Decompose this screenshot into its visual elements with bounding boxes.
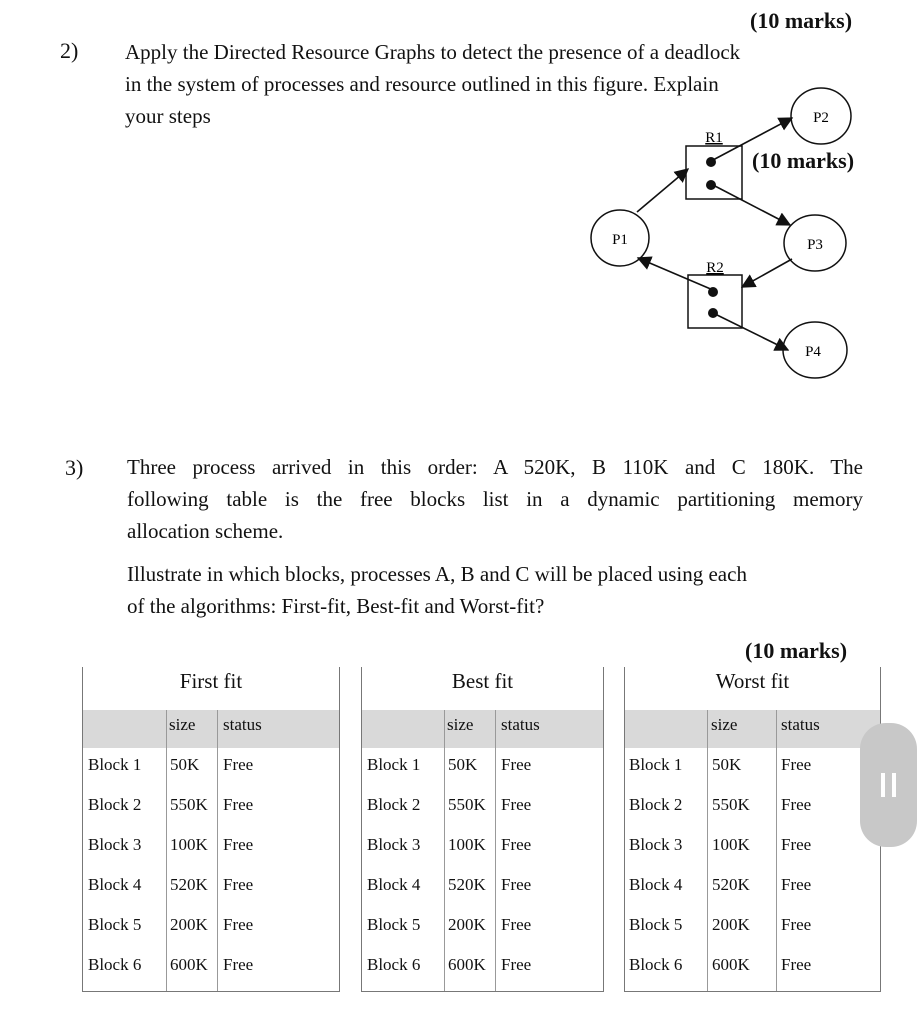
row-status: Free <box>223 795 254 814</box>
row-label: Block 6 <box>629 955 683 974</box>
row-size: 100K <box>170 835 208 854</box>
row-label: Block 3 <box>88 835 142 854</box>
row-label: Block 4 <box>629 875 683 894</box>
row-label: Block 5 <box>367 915 421 934</box>
row-size: 100K <box>712 835 750 854</box>
label-r1: R1 <box>705 130 723 146</box>
edge-p1-r1 <box>637 169 688 212</box>
row-size: 200K <box>170 915 208 934</box>
row-status: Free <box>501 955 532 974</box>
worst-fit-table <box>624 667 881 992</box>
row-label: Block 1 <box>367 755 421 774</box>
label-p4: P4 <box>805 344 821 360</box>
resource-node-r1 <box>686 146 742 199</box>
row-size: 600K <box>448 955 486 974</box>
row-status: Free <box>501 795 532 814</box>
grip-icon <box>892 773 896 797</box>
row-label: Block 3 <box>629 835 683 854</box>
row-label: Block 2 <box>629 795 683 814</box>
row-size: 600K <box>170 955 208 974</box>
row-label: Block 3 <box>367 835 421 854</box>
label-p2: P2 <box>813 110 829 126</box>
q3-line-5: of the algorithms: First-fit, Best-fit and Worst-fit? <box>127 594 545 618</box>
row-size: 550K <box>448 795 486 814</box>
row-size: 100K <box>448 835 486 854</box>
row-size: 520K <box>170 875 208 894</box>
row-status: Free <box>501 915 532 934</box>
side-drag-handle[interactable] <box>860 723 917 847</box>
header-row <box>83 710 339 748</box>
row-label: Block 6 <box>88 955 142 974</box>
row-label: Block 1 <box>88 755 142 774</box>
table-title: Worst fit <box>715 669 790 693</box>
row-size: 550K <box>712 795 750 814</box>
row-status: Free <box>223 875 254 894</box>
row-label: Block 5 <box>88 915 142 934</box>
row-size: 520K <box>712 875 750 894</box>
row-label: Block 2 <box>367 795 421 814</box>
q2-marks-inline: (10 marks) <box>752 148 855 173</box>
q2-number: 2) <box>60 38 79 63</box>
row-size: 550K <box>170 795 208 814</box>
table-title: First fit <box>179 669 243 693</box>
q2-marks: (10 marks) <box>750 8 853 33</box>
row-status: Free <box>781 915 812 934</box>
edge-p3-r2 <box>742 259 792 287</box>
header-status: status <box>781 715 820 734</box>
row-size: 600K <box>712 955 750 974</box>
q3-number: 3) <box>65 455 84 480</box>
label-p1: P1 <box>612 232 628 248</box>
row-status: Free <box>781 755 812 774</box>
header-row <box>362 710 603 748</box>
row-status: Free <box>501 835 532 854</box>
row-status: Free <box>223 955 254 974</box>
row-size: 200K <box>448 915 486 934</box>
resource-allocation-graph <box>0 0 917 420</box>
row-status: Free <box>781 795 812 814</box>
q3-line-4: Illustrate in which blocks, processes A, B and C will be placed using each <box>127 562 747 586</box>
label-r2: R2 <box>706 260 724 276</box>
row-size: 50K <box>170 755 200 774</box>
label-p3: P3 <box>807 237 823 253</box>
row-label: Block 4 <box>88 875 142 894</box>
q3-line-2: following table is the free blocks list in a dynamic partitioning memory <box>127 487 863 511</box>
q2-line-2: in the system of processes and resource outlined in this figure. Explain <box>125 72 719 96</box>
row-size: 200K <box>712 915 750 934</box>
row-label: Block 1 <box>629 755 683 774</box>
first-fit-table <box>82 667 340 992</box>
row-label: Block 2 <box>88 795 142 814</box>
row-status: Free <box>223 755 254 774</box>
row-status: Free <box>781 835 812 854</box>
header-status: status <box>223 715 262 734</box>
table-title: Best fit <box>451 669 514 693</box>
row-label: Block 4 <box>367 875 421 894</box>
grip-icon <box>881 773 885 797</box>
row-label: Block 5 <box>629 915 683 934</box>
row-size: 50K <box>448 755 478 774</box>
edge-r1-p3 <box>713 185 790 225</box>
header-status: status <box>501 715 540 734</box>
row-status: Free <box>501 755 532 774</box>
q3-marks: (10 marks) <box>745 638 848 663</box>
q3-line-3: allocation scheme. <box>127 519 284 543</box>
header-size: size <box>447 715 474 734</box>
q2-line-3: your steps <box>125 104 211 128</box>
row-size: 50K <box>712 755 742 774</box>
row-status: Free <box>781 955 812 974</box>
edge-r2-p1 <box>638 258 713 290</box>
row-status: Free <box>223 915 254 934</box>
edge-r2-p4 <box>713 313 788 350</box>
header-row <box>625 710 880 748</box>
row-status: Free <box>781 875 812 894</box>
q2-line-1: Apply the Directed Resource Graphs to detect the presence of a deadlock <box>125 40 741 64</box>
row-size: 520K <box>448 875 486 894</box>
row-status: Free <box>223 835 254 854</box>
header-size: size <box>711 715 738 734</box>
q3-line-1: Three process arrived in this order: A 520K, B 110K and C 180K. The <box>127 455 863 479</box>
header-size: size <box>169 715 196 734</box>
row-status: Free <box>501 875 532 894</box>
best-fit-table <box>361 667 604 992</box>
row-label: Block 6 <box>367 955 421 974</box>
